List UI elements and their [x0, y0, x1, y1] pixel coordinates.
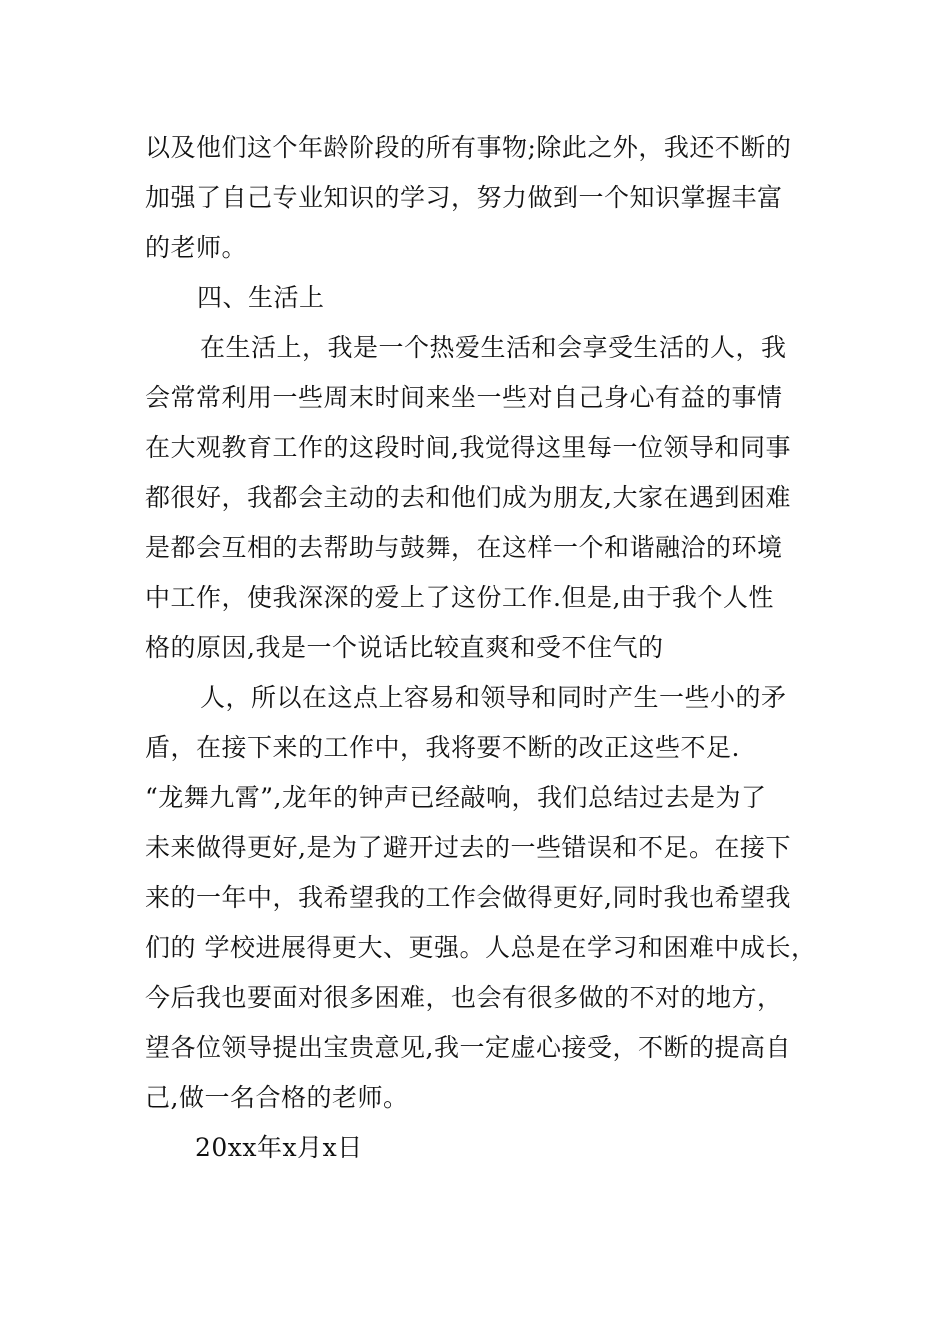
text-line: 在生活上，我是一个热爱生活和会享受生活的人，我: [200, 333, 787, 362]
text-line: 在大观教育工作的这段时间,我觉得这里每一位领导和同事: [145, 433, 791, 462]
text-line: 己,做一名合格的老师。: [145, 1083, 409, 1112]
date-line: 20xx年x月x日: [195, 1133, 363, 1162]
text-line: “龙舞九霄”,龙年的钟声已经敲响，我们总结过去是为了: [145, 783, 767, 812]
text-line: 中工作，使我深深的爱上了这份工作.但是,由于我个人性: [145, 583, 774, 612]
text-line: 都很好，我都会主动的去和他们成为朋友,大家在遇到困难: [145, 483, 791, 512]
text-line: 未来做得更好,是为了避开过去的一些错误和不足。在接下: [145, 833, 791, 862]
text-line: 们的 学校进展得更大、更强。人总是在学习和困难中成长，: [145, 933, 817, 962]
text-line: 以及他们这个年龄阶段的所有事物;除此之外，我还不断的: [145, 133, 792, 162]
section-heading: 四、生活上: [197, 283, 325, 312]
text-line: 来的一年中，我希望我的工作会做得更好,同时我也希望我: [145, 883, 791, 912]
text-line: 今后我也要面对很多困难，也会有很多做的不对的地方，: [145, 983, 783, 1012]
text-line: 盾，在接下来的工作中，我将要不断的改正这些不足.: [145, 733, 740, 762]
text-line: 的老师。: [145, 233, 248, 262]
text-line: 加强了自己专业知识的学习，努力做到一个知识掌握丰富: [145, 183, 783, 212]
text-line: 人，所以在这点上容易和领导和同时产生一些小的矛: [200, 683, 787, 712]
text-line: 会常常利用一些周末时间来坐一些对自己身心有益的事情: [145, 383, 783, 412]
text-line: 格的原因,我是一个说话比较直爽和受不住气的: [145, 633, 664, 662]
text-line: 是都会互相的去帮助与鼓舞，在这样一个和谐融洽的环境: [145, 533, 783, 562]
text-line: 望各位领导提出宝贵意见,我一定虚心接受，不断的提高自: [145, 1033, 791, 1062]
